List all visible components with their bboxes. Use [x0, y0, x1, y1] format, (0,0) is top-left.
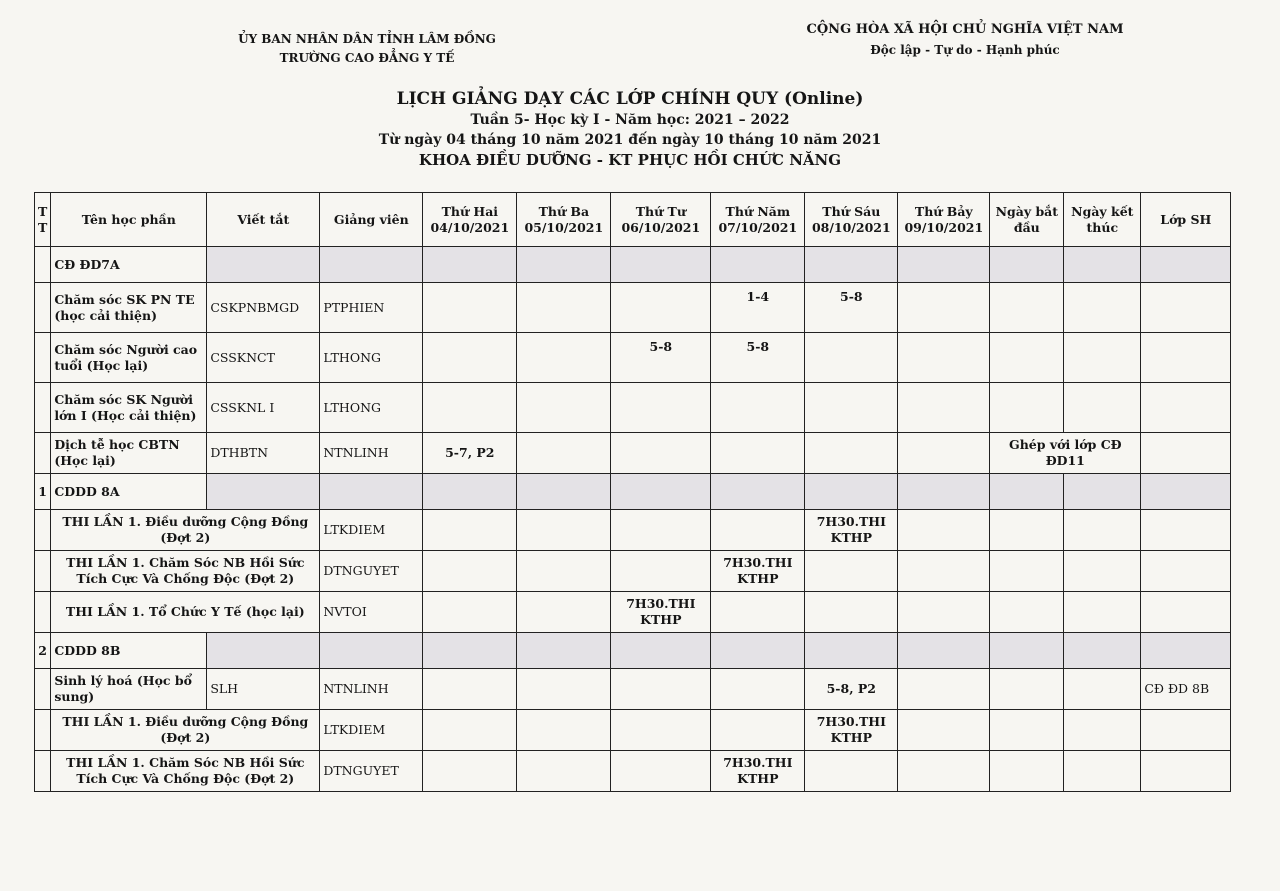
national-title: CỘNG HÒA XÃ HỘI CHỦ NGHĨA VIỆT NAM — [806, 22, 1124, 37]
start-date — [990, 751, 1064, 792]
table-row — [35, 669, 1231, 710]
slot-fri — [805, 333, 898, 383]
slot-mon — [423, 710, 517, 751]
header-row — [35, 193, 1231, 247]
slot-wed — [611, 510, 711, 551]
home-class — [1141, 333, 1231, 383]
slot-tue — [517, 751, 611, 792]
table-row — [35, 751, 1231, 792]
home-class — [1141, 551, 1231, 592]
slot-tue — [517, 592, 611, 633]
group-row — [35, 247, 1231, 283]
course-name: THI LẦN 1. Chăm Sóc NB Hồi Sức Tích Cực Và Chống Độc (Đợt 2) — [51, 751, 320, 792]
col-header-fri: Thứ Sáu 08/10/2021 — [805, 193, 898, 247]
slot-tue — [517, 433, 611, 474]
slot-wed — [611, 710, 711, 751]
start-date — [990, 510, 1064, 551]
slot-thu — [711, 383, 805, 433]
slot-fri: 5-8 — [805, 283, 898, 333]
slot-wed: 5-8 — [611, 333, 711, 383]
home-class — [1141, 283, 1231, 333]
slot-fri — [805, 383, 898, 433]
slot-wed — [611, 383, 711, 433]
table-row — [35, 551, 1231, 592]
slot-tue — [517, 551, 611, 592]
start-date — [990, 669, 1064, 710]
slot-sat — [898, 710, 990, 751]
slot-tue — [517, 510, 611, 551]
slot-fri: 7H30.THI KTHP — [805, 510, 898, 551]
lecturer: NTNLINH — [320, 433, 423, 474]
table-row — [35, 710, 1231, 751]
col-header-course: Tên học phần — [51, 193, 207, 247]
date-range-line: Từ ngày 04 tháng 10 năm 2021 đến ngày 10 tháng 10 năm 2021 — [378, 132, 882, 148]
course-abbr: CSSKNCT — [207, 333, 320, 383]
course-name: THI LẦN 1. Điều dưỡng Cộng Đồng (Đợt 2) — [51, 710, 320, 751]
table-row — [35, 510, 1231, 551]
page-title: LỊCH GIẢNG DẠY CÁC LỚP CHÍNH QUY (Online) — [396, 89, 864, 109]
lecturer: NTNLINH — [320, 669, 423, 710]
slot-thu: 5-8 — [711, 333, 805, 383]
issuer-line-2: TRƯỜNG CAO ĐẲNG Y TẾ — [279, 51, 455, 65]
slot-sat — [898, 283, 990, 333]
col-header-lecturer: Giảng viên — [320, 193, 423, 247]
table-row — [35, 333, 1231, 383]
slot-sat — [898, 751, 990, 792]
course-abbr: DTNGUYET — [320, 751, 423, 792]
slot-fri: 5-8, P2 — [805, 669, 898, 710]
slot-fri — [805, 433, 898, 474]
course-abbr: CSKPNBMGD — [207, 283, 320, 333]
slot-wed — [611, 283, 711, 333]
schedule-table — [34, 192, 1231, 792]
slot-thu: 1-4 — [711, 283, 805, 333]
home-class — [1141, 592, 1231, 633]
week-line: Tuần 5- Học kỳ I - Năm học: 2021 – 2022 — [470, 112, 790, 128]
group-name: CDDD 8B — [51, 633, 207, 669]
slot-mon — [423, 551, 517, 592]
col-header-class: Lớp SH — [1141, 193, 1231, 247]
course-abbr: NVTOI — [320, 592, 423, 633]
slot-tue — [517, 669, 611, 710]
end-date — [1064, 510, 1141, 551]
slot-thu — [711, 510, 805, 551]
slot-sat — [898, 551, 990, 592]
home-class — [1141, 751, 1231, 792]
slot-sat — [898, 669, 990, 710]
course-name: Chăm sóc SK PN TE (học cải thiện) — [51, 283, 207, 333]
slot-mon — [423, 333, 517, 383]
title-block — [300, 88, 960, 170]
merge-note: Ghép với lớp CĐ ĐD11 — [990, 433, 1141, 474]
slot-fri: 7H30.THI KTHP — [805, 710, 898, 751]
col-header-tue: Thứ Ba 05/10/2021 — [517, 193, 611, 247]
slot-thu — [711, 710, 805, 751]
slot-mon — [423, 751, 517, 792]
issuer-block — [222, 30, 512, 68]
end-date — [1064, 751, 1141, 792]
table-row — [35, 592, 1231, 633]
start-date — [990, 333, 1064, 383]
home-class — [1141, 510, 1231, 551]
start-date — [990, 283, 1064, 333]
slot-thu — [711, 433, 805, 474]
slot-sat — [898, 333, 990, 383]
home-class — [1141, 710, 1231, 751]
slot-fri — [805, 751, 898, 792]
slot-tue — [517, 283, 611, 333]
slot-tue — [517, 383, 611, 433]
group-row — [35, 474, 1231, 510]
group-name: CĐ ĐD7A — [51, 247, 207, 283]
start-date — [990, 383, 1064, 433]
slot-thu — [711, 592, 805, 633]
course-abbr: LTKDIEM — [320, 710, 423, 751]
col-header-wed: Thứ Tư 06/10/2021 — [611, 193, 711, 247]
end-date — [1064, 283, 1141, 333]
col-header-mon: Thứ Hai 04/10/2021 — [423, 193, 517, 247]
slot-sat — [898, 592, 990, 633]
group-number: 1 — [35, 474, 51, 510]
col-header-tt: T T — [35, 193, 51, 247]
slot-fri — [805, 551, 898, 592]
end-date — [1064, 383, 1141, 433]
end-date — [1064, 551, 1141, 592]
course-name: Sinh lý hoá (Học bổ sung) — [51, 669, 207, 710]
slot-wed: 7H30.THI KTHP — [611, 592, 711, 633]
col-header-thu: Thứ Năm 07/10/2021 — [711, 193, 805, 247]
group-number: 2 — [35, 633, 51, 669]
slot-sat — [898, 510, 990, 551]
slot-tue — [517, 710, 611, 751]
department-line: KHOA ĐIỀU DƯỠNG - KT PHỤC HỒI CHỨC NĂNG — [418, 151, 842, 169]
col-header-abbr: Viết tắt — [207, 193, 320, 247]
slot-tue — [517, 333, 611, 383]
course-abbr: DTNGUYET — [320, 551, 423, 592]
course-name: Dịch tễ học CBTN (Học lại) — [51, 433, 207, 474]
start-date — [990, 710, 1064, 751]
home-class — [1141, 433, 1231, 474]
slot-wed — [611, 751, 711, 792]
col-header-sat: Thứ Bảy 09/10/2021 — [898, 193, 990, 247]
slot-wed — [611, 433, 711, 474]
end-date — [1064, 592, 1141, 633]
table-row — [35, 433, 1231, 474]
slot-mon — [423, 592, 517, 633]
course-abbr: SLH — [207, 669, 320, 710]
group-number — [35, 247, 51, 283]
course-name: Chăm sóc Người cao tuổi (Học lại) — [51, 333, 207, 383]
slot-mon — [423, 283, 517, 333]
course-name: Chăm sóc SK Người lớn I (Học cải thiện) — [51, 383, 207, 433]
slot-sat — [898, 383, 990, 433]
national-motto-block — [800, 20, 1130, 60]
course-name: THI LẦN 1. Chăm Sóc NB Hồi Sức Tích Cực Và Chống Độc (Đợt 2) — [51, 551, 320, 592]
table-row — [35, 383, 1231, 433]
slot-mon — [423, 510, 517, 551]
slot-wed — [611, 669, 711, 710]
group-name: CDDD 8A — [51, 474, 207, 510]
slot-wed — [611, 551, 711, 592]
slot-fri — [805, 592, 898, 633]
slot-thu: 7H30.THI KTHP — [711, 551, 805, 592]
slot-mon — [423, 669, 517, 710]
start-date — [990, 551, 1064, 592]
slot-mon: 5-7, P2 — [423, 433, 517, 474]
end-date — [1064, 669, 1141, 710]
lecturer: LTHONG — [320, 383, 423, 433]
course-abbr: DTHBTN — [207, 433, 320, 474]
home-class: CĐ ĐD 8B — [1141, 669, 1231, 710]
home-class — [1141, 383, 1231, 433]
course-name: THI LẦN 1. Tổ Chức Y Tế (học lại) — [51, 592, 320, 633]
slot-thu — [711, 669, 805, 710]
course-abbr: LTKDIEM — [320, 510, 423, 551]
slot-sat — [898, 433, 990, 474]
slot-mon — [423, 383, 517, 433]
group-row — [35, 633, 1231, 669]
table-row — [35, 283, 1231, 333]
lecturer: LTHONG — [320, 333, 423, 383]
end-date — [1064, 333, 1141, 383]
end-date — [1064, 710, 1141, 751]
national-motto: Độc lập - Tự do - Hạnh phúc — [870, 43, 1060, 57]
col-header-start: Ngày bắt đầu — [990, 193, 1064, 247]
course-abbr: CSSKNL I — [207, 383, 320, 433]
start-date — [990, 592, 1064, 633]
issuer-line-1: ỦY BAN NHÂN DÂN TỈNH LÂM ĐỒNG — [238, 32, 496, 46]
slot-thu: 7H30.THI KTHP — [711, 751, 805, 792]
lecturer: PTPHIEN — [320, 283, 423, 333]
course-name: THI LẦN 1. Điều dưỡng Cộng Đồng (Đợt 2) — [51, 510, 320, 551]
col-header-end: Ngày kết thúc — [1064, 193, 1141, 247]
